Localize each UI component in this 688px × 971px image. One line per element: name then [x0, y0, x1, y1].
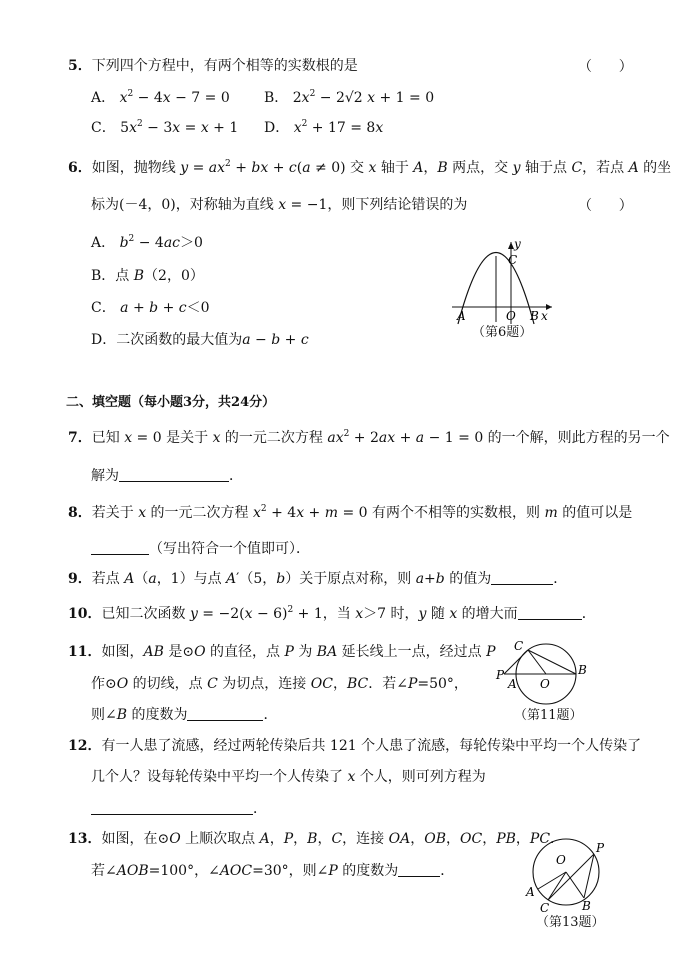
- fig13-label-o: O: [556, 853, 566, 867]
- fig6-label-b: B: [530, 309, 539, 323]
- q11-circle-figure: [490, 636, 596, 706]
- section-title: 二、填空题（每小题3分，共24分）: [66, 395, 276, 410]
- q5-stem: [68, 56, 358, 76]
- q6-stem-line2: 标为(－4，0)，对称轴为直线 x = −1，则下列结论错误的为: [91, 197, 468, 213]
- q12-stem-line3: ．: [91, 799, 267, 819]
- option-text: 二次函数的最大值为: [116, 332, 243, 348]
- q12-stem-line1: [68, 736, 641, 756]
- fig6-label-y: y: [514, 237, 521, 251]
- q12-text-line1: 有一人患了流感，经过两轮传染后共 121 个人患了流感，每轮传染中平均一个人传染了: [101, 738, 642, 754]
- option-label: A．: [91, 235, 116, 251]
- q11-stem-line3: 则∠B 的度数为 ．: [91, 707, 278, 723]
- q6-figure-caption: （第6题）: [472, 325, 533, 340]
- option-formula: $x^2 - 4x - 7 = 0$: [119, 89, 230, 106]
- q5-option-c: [91, 118, 238, 138]
- q12-text-line2b: 个人，则可列方程为: [359, 769, 486, 785]
- q12-text-line2a: 几个人？设每轮传染中平均一个人传染了: [91, 769, 343, 785]
- option-label: D．: [91, 332, 117, 348]
- fig6-label-a: A: [457, 309, 466, 323]
- fig11-label-o: O: [540, 677, 550, 691]
- option-text: 点: [115, 268, 130, 284]
- q6-answer-paren: （ ）: [578, 198, 633, 214]
- q6-option-a: [91, 233, 203, 253]
- q6-option-c: [91, 298, 210, 318]
- q7-stem-line2: 解为 ．: [91, 468, 243, 484]
- option-formula: $2x^2 - 2√2$ x + 1 = 0: [292, 89, 435, 106]
- fig11-label-p: P: [496, 668, 505, 682]
- q11-answer-blank[interactable]: [187, 706, 263, 721]
- fig13-label-b: B: [582, 899, 591, 913]
- q9-number: 9．: [68, 571, 92, 587]
- q11-figure-caption: （第11题）: [514, 708, 583, 723]
- q5-option-d: [264, 118, 383, 138]
- fig11-label-a: A: [508, 677, 517, 691]
- q13-answer-blank[interactable]: [398, 862, 440, 877]
- q6-parabola-figure: [448, 236, 560, 326]
- q6-stem-line1: 6．如图，抛物线 $y = ax^2$ + bx + c(a ≠ 0) 交 x 轴于 A，B 两点，交 y 轴于点 C，若点 A 的坐: [68, 159, 672, 176]
- q8-stem: 8．若关于 x 的一元二次方程 $x^2 + 4x + m = 0$ 有两个不相等的实数根，则 m 的值可以是: [68, 504, 633, 521]
- q5-number: 5．: [68, 58, 92, 74]
- q10-number: 10．: [68, 606, 102, 622]
- fig13-label-c: C: [540, 901, 550, 914]
- fig6-label-o: O: [506, 309, 516, 323]
- q5-answer-paren: （ ）: [578, 59, 633, 75]
- option-label: A．: [91, 90, 116, 106]
- fig13-label-p: P: [596, 841, 605, 855]
- option-point: B: [133, 268, 145, 284]
- q13-circle-figure: [518, 834, 608, 914]
- option-formula: a + b + c＜0: [120, 300, 210, 316]
- q10-answer-blank[interactable]: [518, 605, 582, 620]
- q13-stem-line2: 若∠AOB=100°，∠AOC=30°，则∠P 的度数为 ．: [91, 863, 455, 879]
- option-label: D．: [264, 120, 290, 136]
- q9-stem: 9．若点 A（a，1）与点 A′（5，b）关于原点对称，则 a+b 的值为 ．: [68, 571, 568, 587]
- q8-stem-line2: （写出符合一个值即可）．: [91, 539, 310, 559]
- q6-option-d: D．二次函数的最大值为a − b + c: [91, 332, 309, 348]
- q12-answer-blank[interactable]: [91, 800, 253, 815]
- option-label: C．: [91, 300, 116, 316]
- q7-stem: 7．已知 x = 0 是关于 x 的一元二次方程 $ax^2 + 2ax + a - 1 = 0$ 的一个解，则此方程的另一个: [68, 429, 670, 446]
- q11-stem-line1: 11．如图，AB 是⊙O 的直径，点 P 为 BA 延长线上一点，经过点 P: [68, 644, 496, 660]
- q11-number: 11．: [68, 644, 102, 660]
- fig13-label-a: A: [526, 885, 535, 899]
- q9-answer-blank[interactable]: [491, 570, 553, 585]
- q10-stem: 10．已知二次函数 $y = -2(x - 6)^2 + 1$，当 x＞7 时，y 随 x 的增大而 ．: [68, 605, 596, 622]
- q6-number: 6．: [68, 160, 92, 176]
- option-formula: $5x^2 - 3x = x + 1$: [120, 119, 239, 136]
- q12-number: 12．: [68, 738, 102, 754]
- option-label: B．: [264, 90, 289, 106]
- option-label: B．: [91, 268, 116, 284]
- option-formula: $b^2 - 4ac>0$: [119, 234, 203, 251]
- q13-number: 13．: [68, 831, 102, 847]
- option-label: C．: [91, 120, 116, 136]
- q13-figure-caption: （第13题）: [536, 915, 605, 930]
- q13-stem-line1: 13．如图，在⊙O 上顺次取点 A，P，B，C，连接 OA，OB，OC，PB，PC．: [68, 831, 565, 847]
- fig6-label-x: x: [541, 309, 548, 323]
- q6-option-b: [91, 266, 204, 286]
- q11-stem-line2: 作⊙O 的切线，点 C 为切点，连接 OC，BC．若∠P=50°，: [91, 676, 468, 692]
- q8-answer-blank[interactable]: [91, 540, 149, 555]
- q5-option-a: [91, 88, 230, 108]
- q8-hint: （写出符合一个值即可）: [149, 541, 296, 557]
- q5-text: 下列四个方程中，有两个相等的实数根的是: [91, 58, 358, 74]
- q7-number: 7．: [68, 430, 92, 446]
- option-formula: $x^2 + 17 = 8x$: [293, 119, 384, 136]
- fig6-label-c: C: [508, 253, 518, 267]
- fig11-label-b: B: [578, 663, 587, 677]
- q12-stem-line2: 几个人？设每轮传染中平均一个人传染了 x 个人，则可列方程为: [91, 769, 486, 785]
- fig11-label-c: C: [514, 639, 524, 653]
- q5-option-b: [264, 88, 434, 108]
- q8-number: 8．: [68, 505, 92, 521]
- option-coords: （2，0）: [144, 268, 204, 284]
- q7-answer-blank[interactable]: [119, 467, 229, 482]
